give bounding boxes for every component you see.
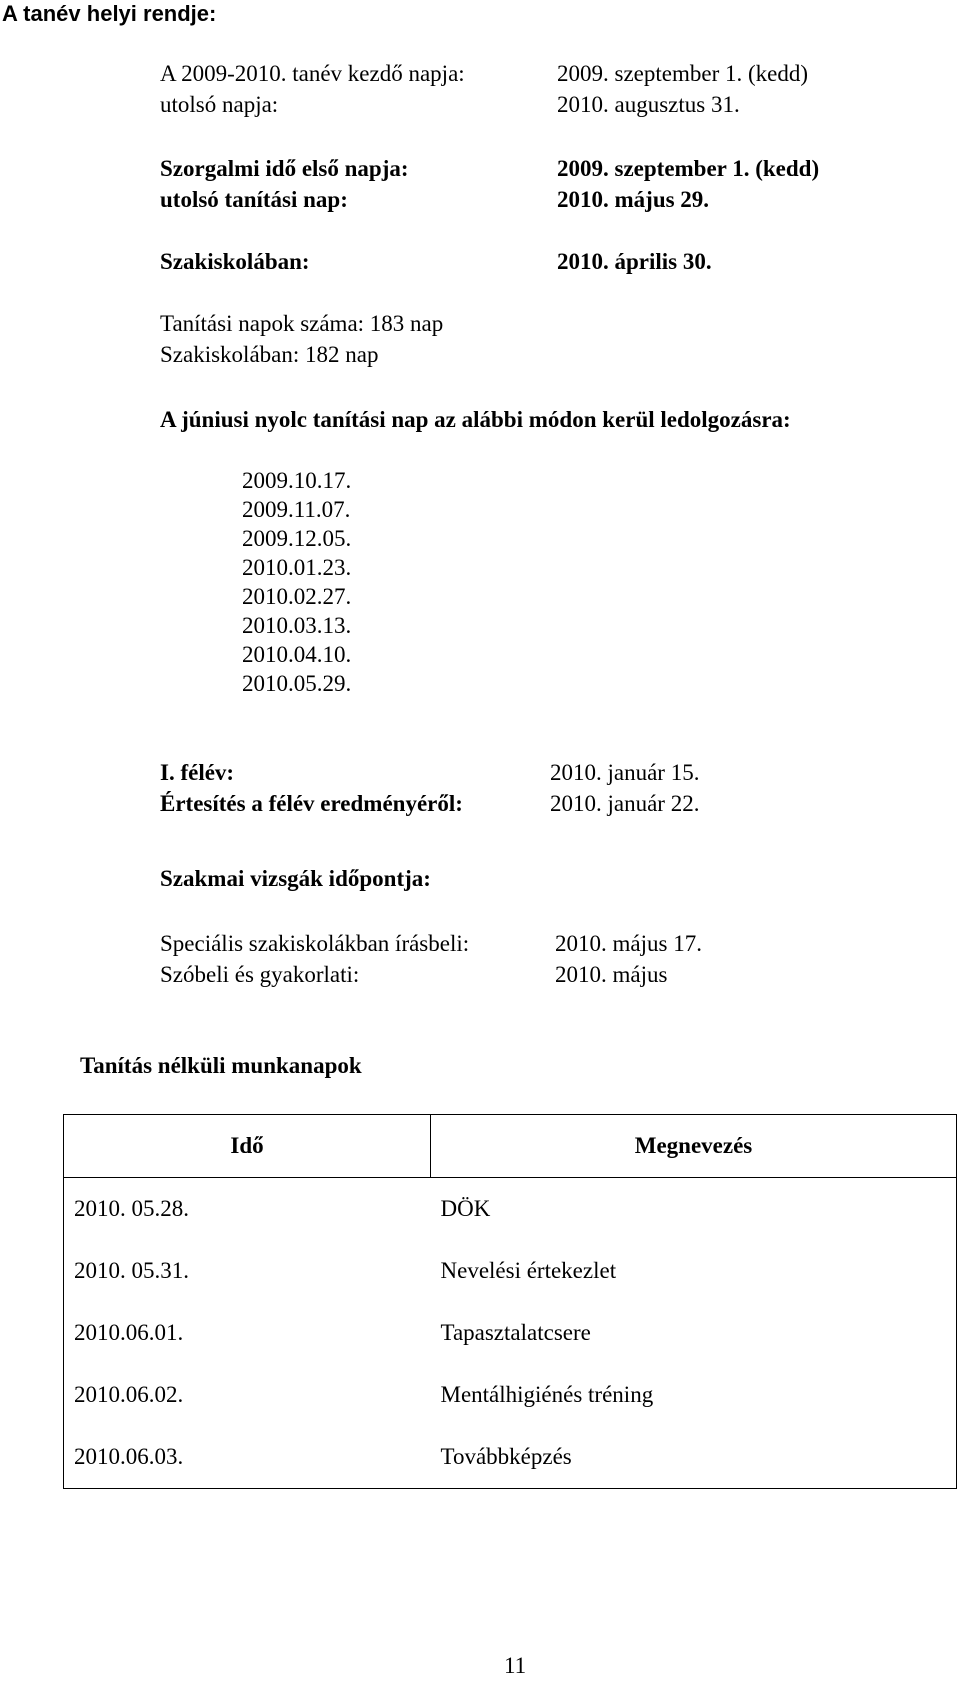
exams-written-value: 2010. május 17. (555, 931, 702, 956)
school-year-end-label: utolsó napja: (160, 92, 279, 117)
table-row (64, 1178, 957, 1241)
page-heading: A tanév helyi rendje: (2, 1, 217, 26)
row-date: 2010.06.01. (64, 1302, 431, 1364)
june-date: 2009.11.07. (242, 497, 351, 522)
school-year-end-value: 2010. augusztus 31. (557, 92, 740, 117)
june-date: 2010.02.27. (242, 584, 352, 609)
row-date: 2010.06.02. (64, 1364, 431, 1426)
row-name: DÖK (431, 1178, 957, 1241)
row-name: Továbbképzés (431, 1426, 957, 1489)
school-year-start-value: 2009. szeptember 1. (kedd) (557, 61, 809, 86)
row-name: Tapasztalatcsere (431, 1302, 957, 1364)
table-row (64, 1302, 957, 1364)
row-date: 2010.06.03. (64, 1426, 431, 1489)
teaching-days-count: Tanítási napok száma: 183 nap (160, 311, 444, 336)
semester-label: I. félév: (160, 760, 235, 785)
study-first-label: Szorgalmi idő első napja: (160, 156, 409, 181)
exams-heading: Szakmai vizsgák időpontja: (160, 866, 431, 891)
table-header-row (64, 1115, 957, 1178)
study-last-label: utolsó tanítási nap: (160, 187, 348, 212)
workdays-table (63, 1114, 957, 1489)
study-last-value: 2010. május 29. (557, 187, 710, 212)
exams-oral-label: Szóbeli és gyakorlati: (160, 962, 360, 987)
school-year-start-label: A 2009-2010. tanév kezdő napja: (160, 61, 465, 86)
june-days-heading: A júniusi nyolc tanítási nap az alábbi módon kerül ledolgozásra: (160, 407, 791, 432)
exams-oral-value: 2010. május (555, 962, 668, 987)
june-date: 2009.10.17. (242, 468, 352, 493)
teaching-days-vocational: Szakiskolában: 182 nap (160, 342, 379, 367)
vocational-value: 2010. április 30. (557, 249, 712, 274)
table-row (64, 1240, 957, 1302)
semester-report-value: 2010. január 22. (550, 791, 700, 816)
vocational-label: Szakiskolában: (160, 249, 310, 274)
row-name: Nevelési értekezlet (431, 1240, 957, 1302)
row-date: 2010. 05.31. (64, 1240, 431, 1302)
study-first-value: 2009. szeptember 1. (kedd) (557, 156, 820, 181)
semester-report-label: Értesítés a félév eredményéről: (160, 791, 463, 816)
column-header-name: Megnevezés (431, 1115, 957, 1178)
june-date: 2010.05.29. (242, 671, 352, 696)
semester-value: 2010. január 15. (550, 760, 700, 785)
row-date: 2010. 05.28. (64, 1178, 431, 1241)
table-row (64, 1426, 957, 1489)
june-date: 2010.03.13. (242, 613, 352, 638)
june-date: 2009.12.05. (242, 526, 352, 551)
june-date: 2010.04.10. (242, 642, 352, 667)
table-row (64, 1364, 957, 1426)
column-header-time: Idő (64, 1115, 431, 1178)
exams-written-label: Speciális szakiskolákban írásbeli: (160, 931, 470, 956)
row-name: Mentálhigiénés tréning (431, 1364, 957, 1426)
page-number: 11 (504, 1653, 527, 1678)
workdays-heading: Tanítás nélküli munkanapok (80, 1053, 362, 1078)
june-date: 2010.01.23. (242, 555, 352, 580)
